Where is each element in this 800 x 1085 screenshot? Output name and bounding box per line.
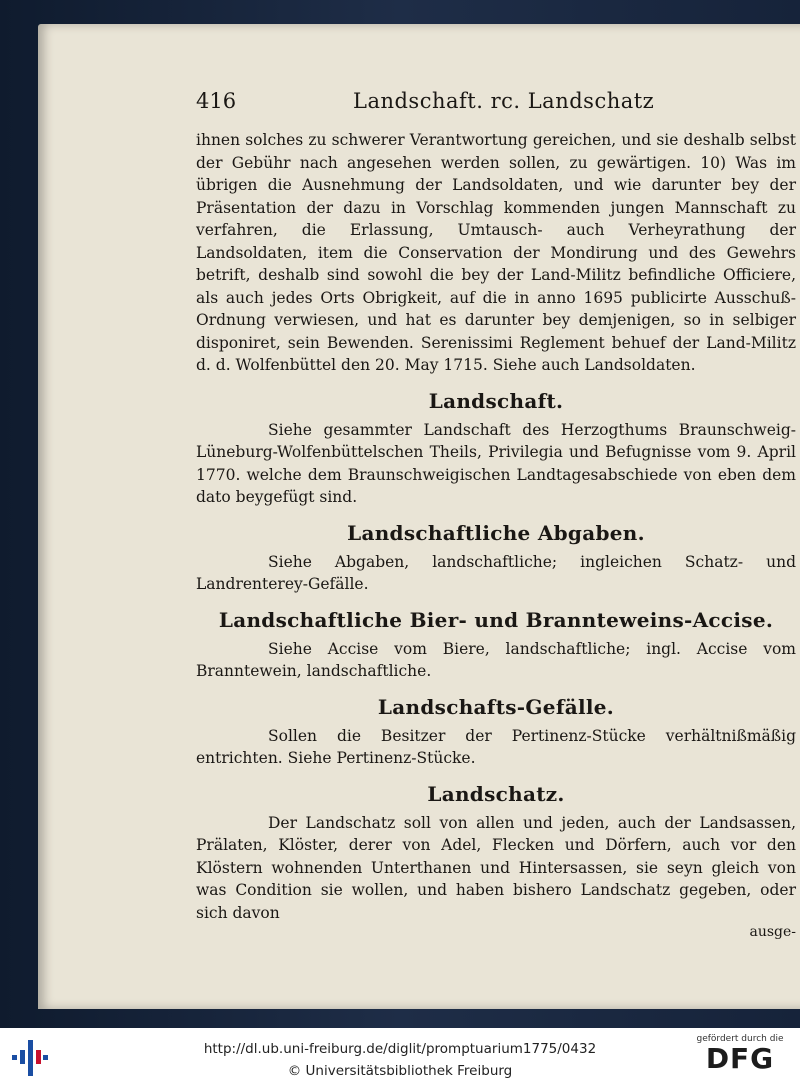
paragraph-2: Siehe gesammter Landschaft des Herzogthums Braunschweig-Lüneburg-Wolfenbüttelschen Theils, Privilegia und Befugnisse vom 9. April 1770. welche dem Braunschweigischen Landtagesabschiede von eben dem dato beygefügt sind. [196, 420, 796, 506]
heading-landschatz: Landschatz. [427, 781, 565, 806]
dfg-sponsor[interactable] [690, 1034, 790, 1074]
page-header [196, 89, 796, 129]
copyright-notice: © Universitätsbibliothek Freiburg [287, 1063, 513, 1079]
paragraph-4: Siehe Accise vom Biere, landschaftliche; ingl. Accise vom Branntewein, landschaftliche. [196, 639, 796, 680]
heading-landschafts-gefaelle: Landschafts-Gefälle. [377, 694, 615, 719]
book-page [38, 24, 800, 1009]
paragraph-3: Siehe Abgaben, landschaftliche; ingleichen Schatz- und Landrenterey-Gefälle. [196, 552, 796, 593]
catchword: ausge- [749, 924, 796, 940]
sponsor-text: gefördert durch die [696, 1034, 784, 1044]
page-content [196, 89, 796, 940]
heading-landschaftliche-abgaben: Landschaftliche Abgaben. [347, 520, 645, 545]
page-number: 416 [196, 89, 237, 113]
viewer-footer [0, 1028, 800, 1085]
running-title: Landschaft. rc. Landschatz [353, 89, 655, 113]
permalink-url[interactable]: http://dl.ub.uni-freiburg.de/diglit/promptuarium1775/0432 [203, 1041, 597, 1057]
paragraph-1: ihnen solches zu schwerer Verantwortung gereichen, und sie deshalb selbst der Gebühr nach angesehen werden sollen, zu gewärtigen. 10) Was im übrigen die Ausnehmung der Landsoldaten, und wie darunter bey der Präsentation der dazu in Vorschlag kommenden jungen Mannschaft zu verfahren, die Erlassung, Umtausch- auch Verheyrathung der Landsoldaten, item die Conservation der Mondirung und des Gewehrs betrift, deshalb sind sowohl die bey der Land-Militz befindliche Officiere, als auch jedes Orts Obrigkeit, auf die in anno 1695 publicirte Ausschuß-Ordnung verwiesen, und hat es darunter bey demjenigen, so in selbiger disponiret, sein Bewenden. Serenissimi Reglement behuef der Land-Militz d. d. Wolfenbüttel den 20. May 1715. Siehe auch Landsoldaten. [196, 131, 796, 374]
heading-bier-accise: Landschaftliche Bier- und Brannteweins-Accise. [218, 607, 774, 632]
paragraph-6: Der Landschatz soll von allen und jeden, auch der Landsassen, Prälaten, Klöster, derer von Adel, Flecken und Dörfern, auch vor den Klöstern wohnenden Unterthanen und Hintersassen, sie seyn gleich von was Condition sie wollen, und haben bishero Landschatz gegeben, oder sich davon [196, 813, 796, 922]
dfg-logo-icon: DFG [705, 1042, 775, 1075]
paragraph-5: Sollen die Besitzer der Pertinenz-Stücke verhältnißmäßig entrichten. Siehe Pertinenz-Stücke. [196, 726, 796, 767]
heading-landschaft: Landschaft. [428, 388, 564, 413]
